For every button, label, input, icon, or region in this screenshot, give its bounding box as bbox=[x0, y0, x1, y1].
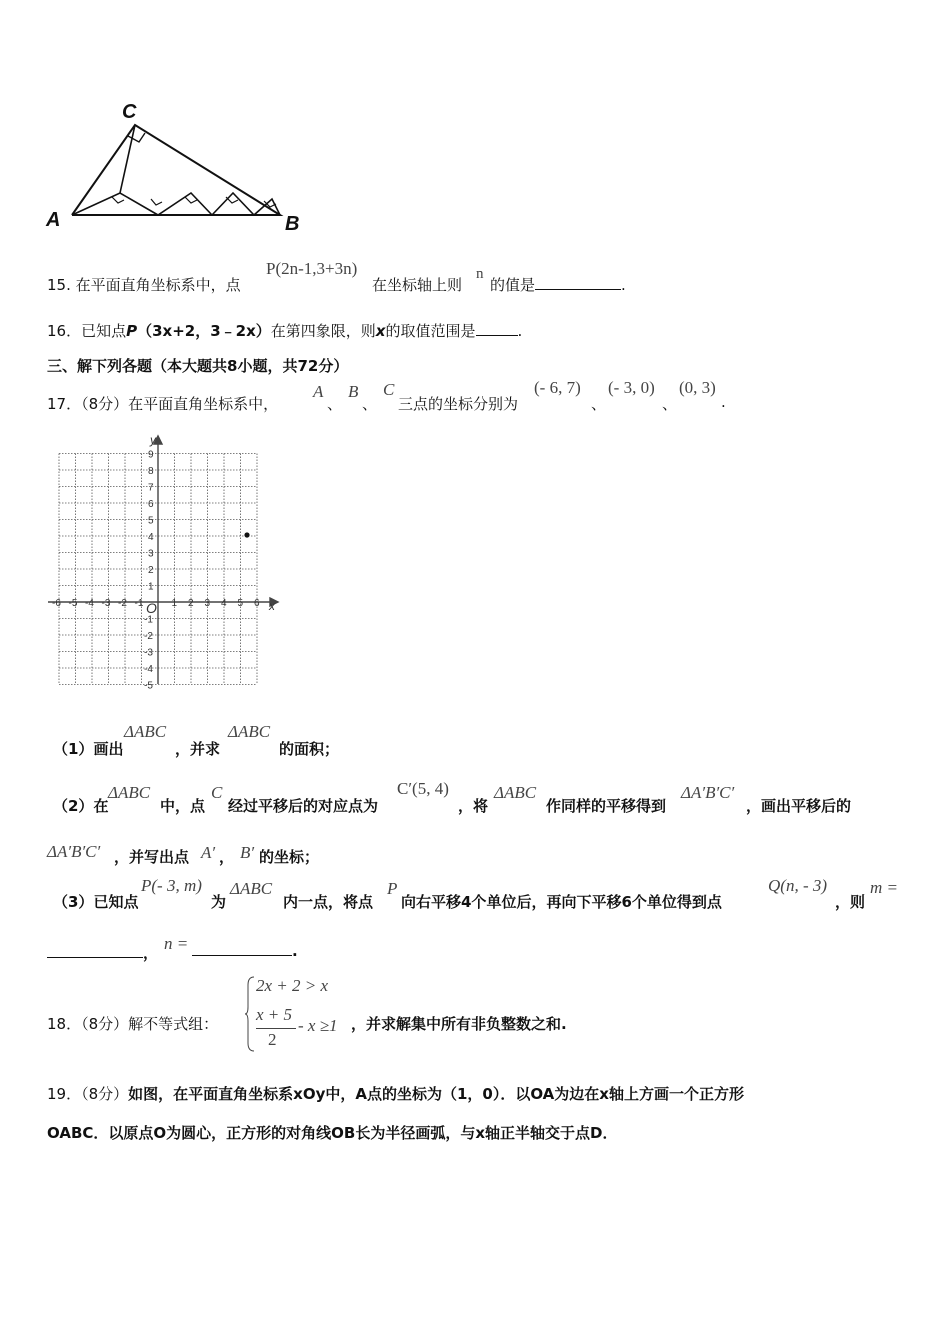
q16-coords: （3x+2，3﹣2x） bbox=[137, 322, 271, 340]
q17-p1-text2: ，并求 bbox=[175, 740, 221, 758]
label-c: C bbox=[122, 101, 137, 123]
q17-p2-tri-2: ΔABC bbox=[494, 783, 537, 802]
q17-p2-text8: 的坐标； bbox=[259, 848, 320, 866]
q17-p3-p-var: P bbox=[387, 879, 398, 898]
q16-answer-blank[interactable] bbox=[476, 323, 518, 336]
x-tick-label: 2 bbox=[188, 598, 194, 609]
x-axis-label: x bbox=[269, 599, 275, 613]
x-tick-label: 3 bbox=[204, 598, 211, 609]
y-tick-label: 8 bbox=[148, 466, 154, 477]
q15-number: 15. bbox=[47, 276, 71, 294]
q17-p2-b-prime: B′ bbox=[240, 843, 255, 862]
q17-p3-num: （3） bbox=[53, 893, 94, 911]
question-15 bbox=[47, 274, 241, 295]
q17-p3-line2 bbox=[47, 942, 158, 963]
q17-number: 17． bbox=[47, 395, 82, 413]
q17-p1-tri-2: ΔABC bbox=[228, 722, 271, 741]
q17-sep3: 、 bbox=[591, 395, 607, 413]
q16-text3: 的取值范围是 bbox=[385, 322, 476, 340]
q17-p2-text5: 作同样的平移得到 bbox=[546, 797, 667, 815]
q17-text2: 三点的坐标分别为 bbox=[398, 395, 519, 413]
x-tick-label: -2 bbox=[118, 598, 127, 609]
x-tick-label: 1 bbox=[171, 598, 178, 609]
q17-p3-comma: ， bbox=[143, 944, 159, 962]
x-tick-label: 6 bbox=[254, 598, 260, 609]
q17-p3-end: . bbox=[292, 942, 298, 960]
q15-end: . bbox=[621, 276, 626, 294]
q17-end: . bbox=[721, 393, 726, 411]
q19-text2: OABC．以原点O为圆心，正方形的对角线OB长为半径画弧，与x轴正半轴交于点D． bbox=[47, 1124, 618, 1142]
q18-score: （8分） bbox=[81, 1015, 129, 1033]
q17-p2-c: C bbox=[211, 783, 223, 802]
q16-text2: 在第四象限，则 bbox=[270, 322, 376, 340]
q17-coord-b: (- 3, 0) bbox=[608, 378, 655, 397]
q15-text2: 在坐标轴上则 bbox=[372, 276, 463, 294]
label-b: B bbox=[285, 213, 300, 235]
y-tick-label: 1 bbox=[148, 581, 154, 593]
y-tick-label: 2 bbox=[148, 565, 154, 576]
x-tick-label: -1 bbox=[134, 598, 144, 609]
q17-p3-tri: ΔABC bbox=[230, 879, 273, 898]
origin-label: O bbox=[146, 600, 157, 616]
q17-p2-tri-prime-2: ΔA′B′C′ bbox=[47, 842, 101, 861]
q17-p3-line2b bbox=[192, 942, 298, 960]
q17-p1-num: （1） bbox=[53, 740, 94, 758]
q15-var: n bbox=[476, 266, 484, 282]
x-tick-label: -4 bbox=[85, 598, 94, 609]
q15-answer-blank[interactable] bbox=[535, 277, 621, 290]
q17-a: A bbox=[313, 382, 324, 401]
y-tick-label: 4 bbox=[148, 532, 154, 543]
q17-p2-text6: ，画出平移后的 bbox=[746, 797, 852, 815]
y-tick-label: 9 bbox=[148, 449, 154, 461]
q17-p3-n-blank[interactable] bbox=[192, 943, 292, 956]
q17-p2-label bbox=[53, 795, 108, 816]
q17-c: C bbox=[383, 380, 395, 399]
q17-p2-comma: ， bbox=[219, 848, 235, 866]
x-tick-label: -3 bbox=[101, 598, 111, 609]
q17-sep2: 、 bbox=[362, 395, 378, 413]
q17-p3-text1: 已知点 bbox=[93, 893, 139, 911]
y-tick-label: -1 bbox=[144, 614, 153, 626]
q17-p2-text2: 中，点 bbox=[160, 797, 206, 815]
q17-p2-text1: 在 bbox=[93, 797, 109, 815]
q17-p1-text1: 画出 bbox=[93, 740, 124, 758]
q17-p3-m-blank[interactable] bbox=[47, 945, 143, 958]
q17-p2-num: （2） bbox=[53, 797, 94, 815]
y-axis-label: y bbox=[150, 433, 156, 447]
q16-var: x bbox=[375, 322, 386, 340]
q17-coord-c: (0, 3) bbox=[679, 378, 716, 397]
q17-p3-text4: 向右平移4个单位后，再向下平移6个单位得到点 bbox=[401, 893, 722, 911]
y-tick-label: 7 bbox=[148, 482, 154, 494]
q18-number: 18． bbox=[47, 1015, 82, 1033]
q18-frac-bar bbox=[256, 1028, 296, 1029]
q18-text1: 解不等式组： bbox=[128, 1015, 219, 1033]
q17-p2-text3: 经过平移后的对应点为 bbox=[228, 797, 379, 815]
y-tick-label: 3 bbox=[148, 548, 154, 560]
q16-end: . bbox=[517, 322, 523, 340]
q17-p1-text3: 的面积； bbox=[279, 740, 340, 758]
section-3-heading: 三、解下列各题（本大题共8小题，共72分） bbox=[47, 357, 349, 375]
q17-b: B bbox=[348, 382, 359, 401]
q15-text3: 的值是 bbox=[490, 276, 536, 294]
y-tick-label: 5 bbox=[148, 515, 154, 527]
q17-p2-tri-prime: ΔA′B′C′ bbox=[681, 783, 735, 802]
q16-point: P bbox=[126, 322, 138, 340]
q17-p2-tri: ΔABC bbox=[108, 783, 151, 802]
x-tick-label: -5 bbox=[68, 598, 78, 609]
q17-p1-tri: ΔABC bbox=[124, 722, 167, 741]
y-tick-label: -5 bbox=[144, 680, 153, 690]
system-brace bbox=[244, 975, 256, 1053]
q18-ineq1: 2x + 2 > x bbox=[256, 976, 329, 995]
q17-p2-c-prime: C′(5, 4) bbox=[397, 779, 449, 798]
q19-text1: 如图，在平面直角坐标系xOy中，A点的坐标为（1，0）．以OA为边在x轴上方画一个正方形 bbox=[128, 1085, 744, 1103]
q17-p3-text2: 为 bbox=[211, 893, 227, 911]
x-tick-label: 5 bbox=[237, 598, 244, 609]
q17-p1-label bbox=[53, 738, 123, 759]
question-19 bbox=[47, 1083, 744, 1104]
q18-text2: ，并求解集中所有非负整数之和. bbox=[351, 1015, 567, 1033]
q17-p3-label bbox=[53, 891, 138, 912]
q17-score: （8分） bbox=[81, 395, 129, 413]
x-tick-label: 4 bbox=[221, 598, 227, 609]
q15-text1: 在平面直角坐标系中，点 bbox=[75, 276, 241, 294]
label-a: A bbox=[46, 209, 61, 231]
q19-score: （8分） bbox=[81, 1085, 129, 1103]
q17-text1: 在平面直角坐标系中， bbox=[128, 395, 279, 413]
q17-p2-a-prime: A′ bbox=[201, 843, 216, 862]
q18-frac-num: x + 5 bbox=[256, 1005, 293, 1024]
q17-sep1: 、 bbox=[327, 395, 343, 413]
question-18 bbox=[47, 1013, 218, 1034]
q16-text1: 已知点 bbox=[81, 322, 127, 340]
q17-p3-text3: 内一点，将点 bbox=[283, 893, 374, 911]
q19-number: 19． bbox=[47, 1085, 82, 1103]
q17-coord-a: (- 6, 7) bbox=[534, 378, 581, 397]
q17-p3-m-eq: m = bbox=[870, 878, 898, 897]
triangle-figure bbox=[40, 95, 310, 240]
y-tick-label: -3 bbox=[144, 647, 153, 659]
q17-p2-text7: ，并写出点 bbox=[114, 848, 190, 866]
question-16 bbox=[47, 320, 522, 341]
q15-point: P(2n-1,3+3n) bbox=[266, 259, 358, 278]
right-angle-mark-c bbox=[128, 133, 145, 142]
question-17 bbox=[47, 393, 278, 414]
q17-sep4: 、 bbox=[662, 395, 678, 413]
q18-frac-den: 2 bbox=[268, 1030, 277, 1049]
q17-p3-n-eq: n = bbox=[164, 934, 189, 953]
y-tick-label: 6 bbox=[148, 499, 154, 510]
x-tick-label: -6 bbox=[52, 598, 61, 609]
q17-p3-q: Q(n, - 3) bbox=[768, 876, 828, 895]
q17-p2-text4: ，将 bbox=[458, 797, 489, 815]
q16-number: 16． bbox=[47, 322, 82, 340]
y-tick-label: -2 bbox=[144, 631, 153, 642]
q18-ineq2-rest: - x ≥1 bbox=[298, 1016, 338, 1035]
q17-p3-text5: ，则 bbox=[835, 893, 866, 911]
coordinate-grid bbox=[44, 432, 284, 690]
y-tick-label: -4 bbox=[144, 664, 153, 675]
q17-p3-p: P(- 3, m) bbox=[141, 876, 202, 895]
grid-point bbox=[244, 532, 249, 537]
